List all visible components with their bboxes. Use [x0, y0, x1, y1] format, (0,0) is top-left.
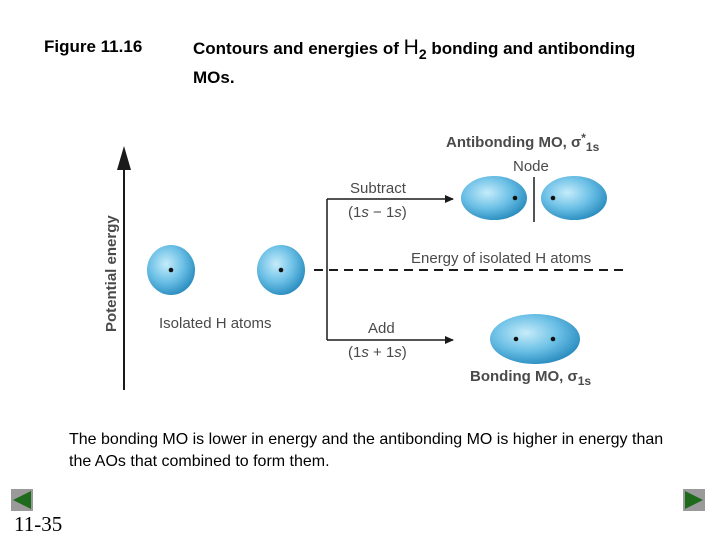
add-expression: (1s + 1s)	[348, 344, 407, 361]
nucleus-dot	[551, 196, 556, 201]
subtract-expression: (1s − 1s)	[348, 204, 407, 221]
title-part2: bonding and antibonding MOs.	[193, 39, 636, 88]
energy-axis-arrowhead	[117, 146, 131, 170]
add-label: Add	[368, 320, 395, 337]
slide-number: 11-35	[14, 512, 63, 536]
bonding-mo-orbital	[490, 314, 580, 364]
bonding-mo-label: Bonding MO, $\sigma_{1s}$	[470, 368, 592, 388]
triangle-right-icon	[683, 489, 705, 511]
nucleus-dot	[169, 268, 174, 273]
nucleus-dot	[513, 196, 518, 201]
antibonding-mo-label: Antibonding MO, $\sigma^*_{1s}$	[446, 131, 600, 154]
triangle-left-icon	[11, 489, 33, 511]
caption: The bonding MO is lower in energy and the antibonding MO is higher in energy than the AOs that combined to form them.	[69, 431, 664, 470]
previous-slide-button[interactable]	[11, 489, 33, 511]
isolated-energy-label: Energy of isolated H atoms	[411, 250, 592, 267]
subtract-label: Subtract	[350, 180, 406, 197]
nucleus-dot	[279, 268, 284, 273]
molecule-formula: $H_2$	[403, 36, 427, 63]
figure-label: Figure 11.16	[44, 37, 143, 56]
next-slide-button[interactable]	[683, 489, 705, 511]
nucleus-dot	[514, 337, 519, 342]
isolated-atoms-label: Isolated H atoms	[159, 315, 272, 332]
y-axis-label: Potential energy	[103, 215, 120, 332]
node-label: Node	[513, 158, 549, 175]
nucleus-dot	[551, 337, 556, 342]
title-part1: Contours and energies of	[193, 39, 404, 58]
